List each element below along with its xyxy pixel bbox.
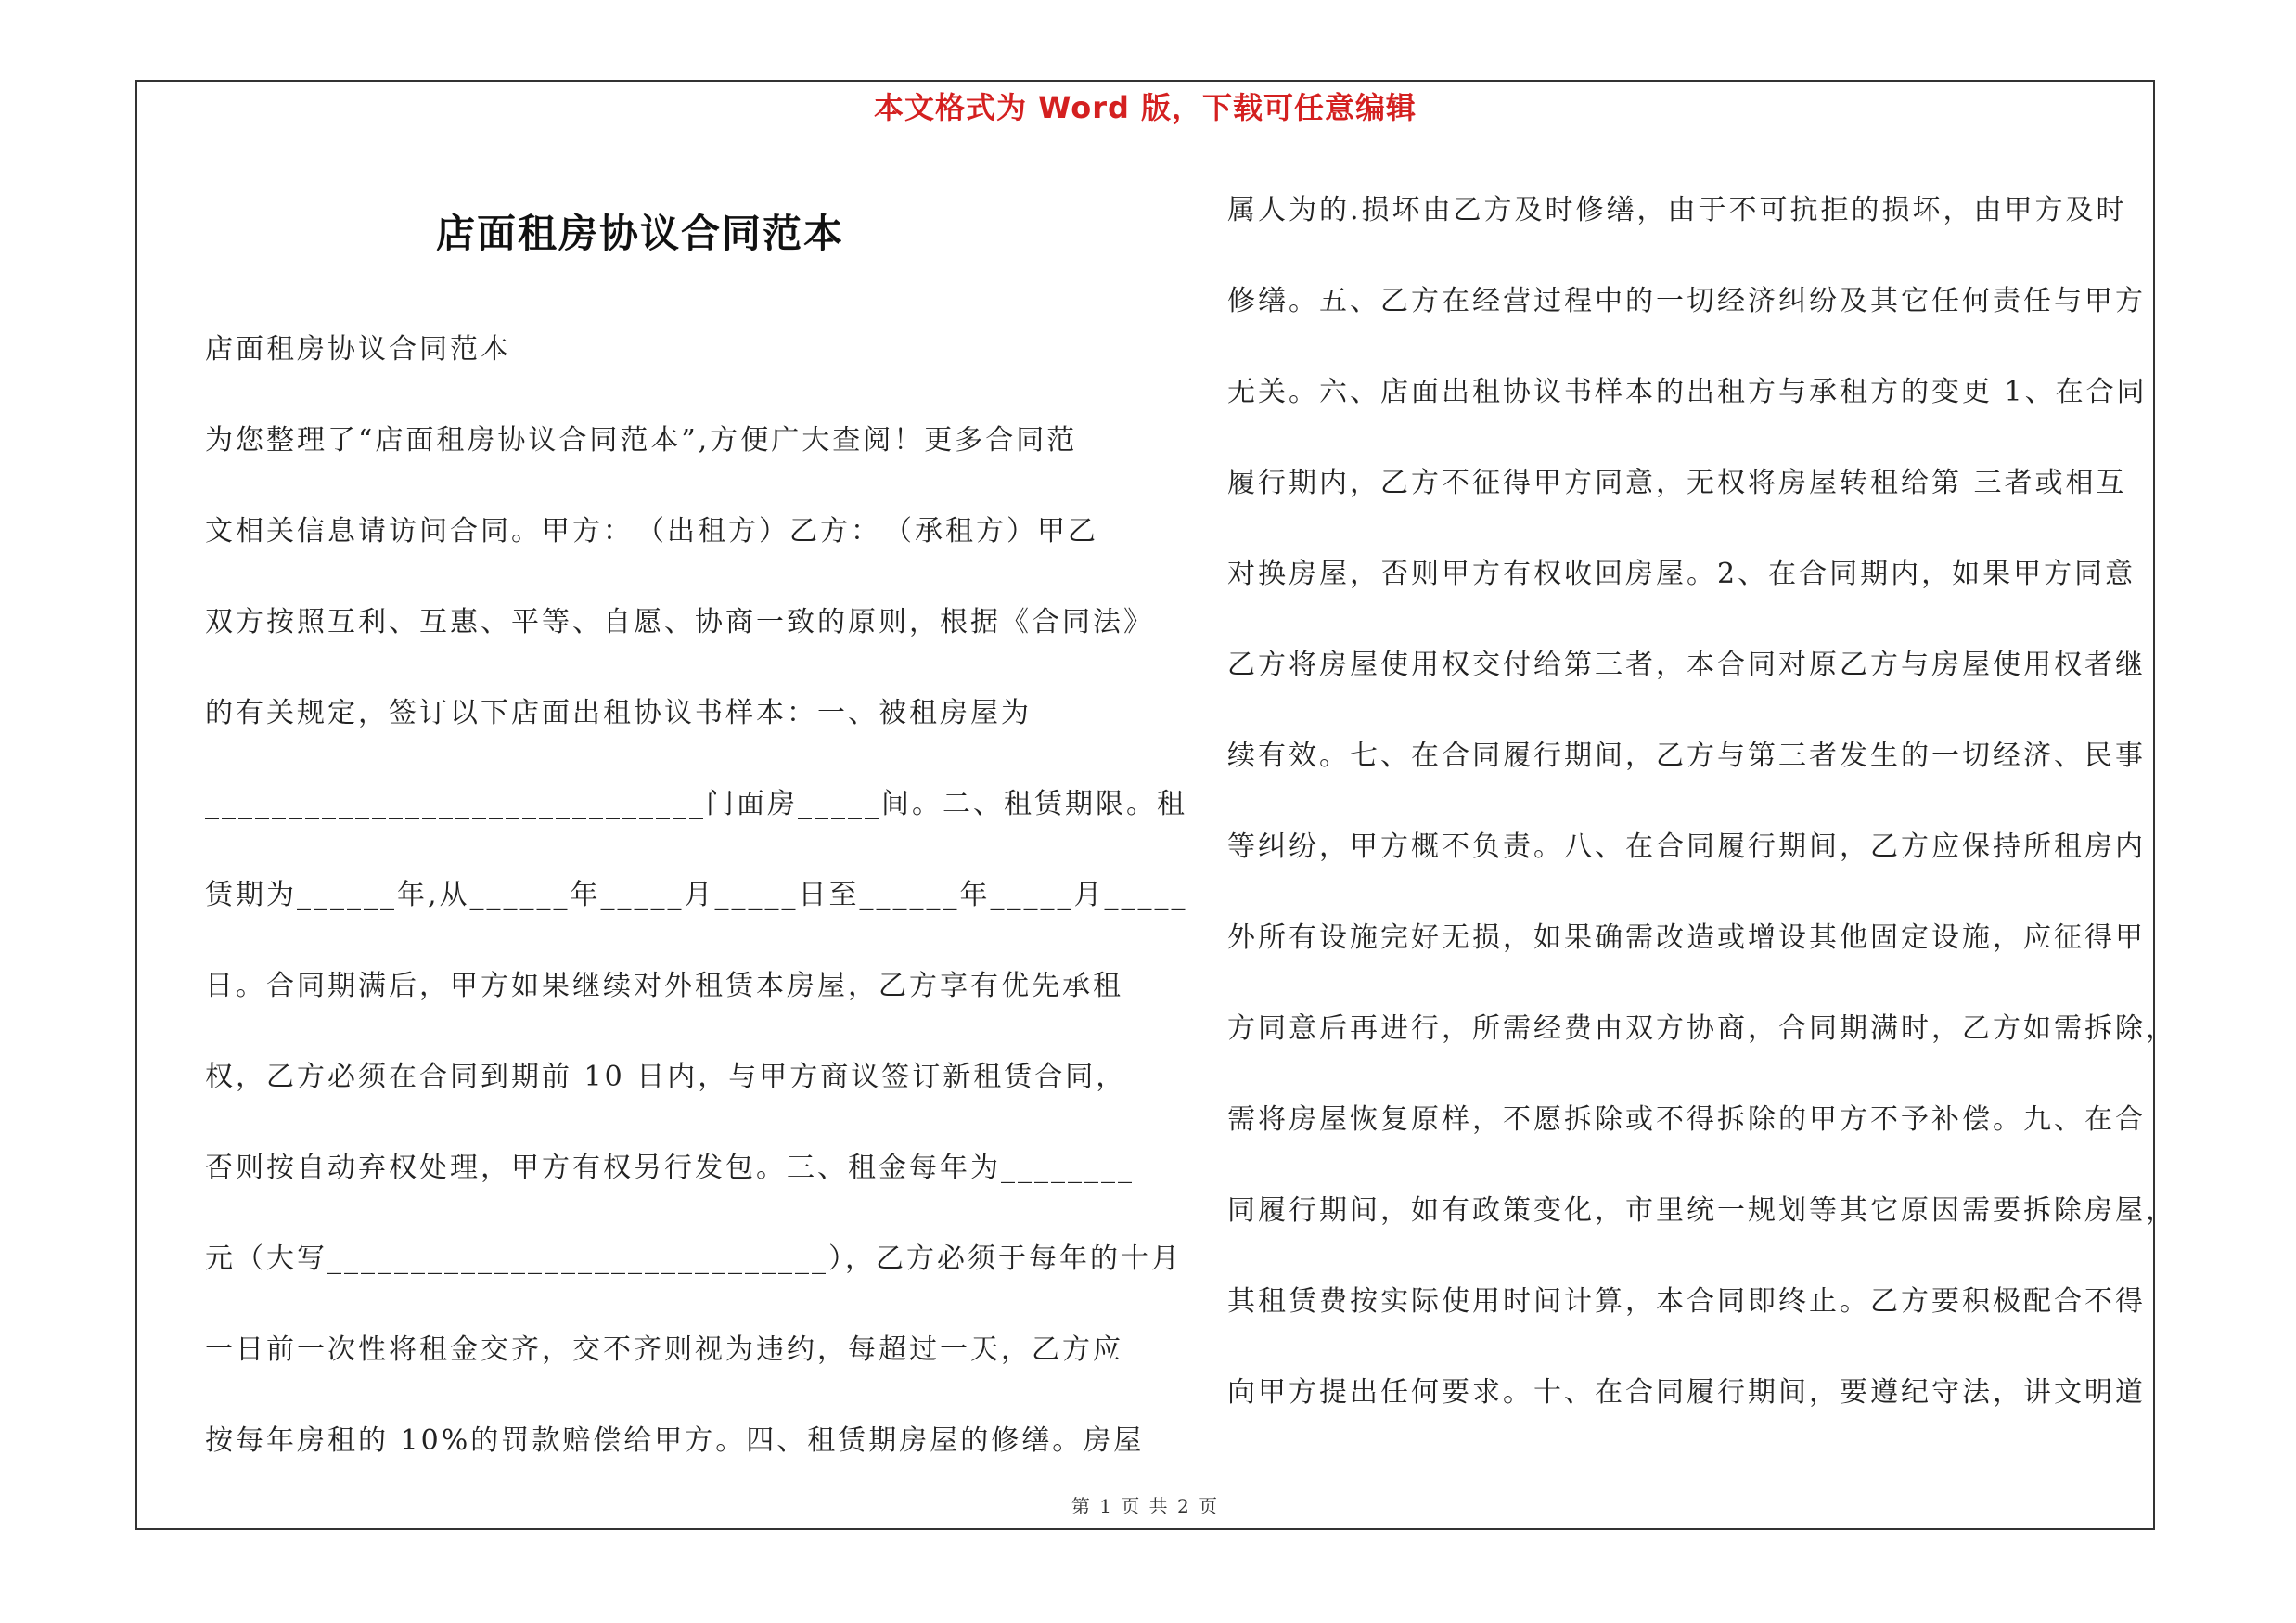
text-line: 赁期为______年,从______年_____月_____日至______年_____月_____ — [205, 879, 1188, 911]
text-line: 否则按自动弃权处理，甲方有权另行发包。三、租金每年为________ — [205, 1152, 1135, 1184]
text-line: ______________________________门面房_____间。二、租赁期限。租 — [205, 788, 1187, 820]
text-line: 权，乙方必须在合同到期前 10 日内，与甲方商议签订新租赁合同， — [205, 1061, 1127, 1093]
text-line: 其租赁费按实际使用时间计算，本合同即终止。乙方要积极配合不得 — [1227, 1285, 2146, 1318]
right-text-column — [1227, 165, 2176, 1438]
text-line: 方同意后再进行，所需经费由双方协商，合同期满时，乙方如需拆除， — [1227, 1012, 2176, 1045]
text-line: 店面租房协议合同范本 — [205, 333, 511, 366]
text-line: 履行期内，乙方不征得甲方同意，无权将房屋转租给第 三者或相互 — [1227, 467, 2127, 499]
text-line: 日。合同期满后，甲方如果继续对外租赁本房屋，乙方享有优先承租 — [205, 970, 1123, 1002]
text-line: 同履行期间，如有政策变化，市里统一规划等其它原因需要拆除房屋， — [1227, 1194, 2176, 1227]
text-line: 无关。六、店面出租协议书样本的出租方与承租方的变更 1、在合同 — [1227, 376, 2148, 408]
text-line: 乙方将房屋使用权交付给第三者，本合同对原乙方与房屋使用权者继 — [1227, 649, 2146, 681]
text-line: 元（大写______________________________），乙方必须于每年的十月 — [205, 1243, 1182, 1275]
document-title: 店面租房协议合同范本 — [435, 211, 844, 256]
text-line: 的有关规定，签订以下店面出租协议书样本：一、被租房屋为 — [205, 697, 1032, 729]
text-line: 修缮。五、乙方在经营过程中的一切经济纠纷及其它任何责任与甲方 — [1227, 285, 2146, 317]
text-line: 双方按照互利、互惠、平等、自愿、协商一致的原则，根据《合同法》 — [205, 606, 1154, 638]
text-line: 等纠纷，甲方概不负责。八、在合同履行期间，乙方应保持所租房内 — [1227, 831, 2146, 863]
text-line: 向甲方提出任何要求。十、在合同履行期间，要遵纪守法，讲文明道 — [1227, 1376, 2146, 1409]
text-line: 属人为的.损坏由乙方及时修缮，由于不可抗拒的损坏，由甲方及时 — [1227, 194, 2127, 226]
text-line: 外所有设施完好无损，如果确需改造或增设其他固定设施，应征得甲 — [1227, 921, 2146, 954]
text-line: 对换房屋，否则甲方有权收回房屋。2、在合同期内，如果甲方同意 — [1227, 558, 2136, 590]
text-line: 为您整理了“店面租房协议合同范本”,方便广大查阅！更多合同范 — [205, 424, 1078, 457]
left-text-column — [205, 304, 1188, 1487]
text-line: 续有效。七、在合同履行期间，乙方与第三者发生的一切经济、民事 — [1227, 740, 2146, 772]
text-line: 文相关信息请访问合同。甲方： （出租方）乙方： （承租方）甲乙 — [205, 515, 1098, 547]
page-number-footer: 第 1 页 共 2 页 — [1071, 1495, 1220, 1517]
text-line: 一日前一次性将租金交齐，交不齐则视为违约，每超过一天，乙方应 — [205, 1333, 1123, 1366]
text-line: 按每年房租的 10%的罚款赔偿给甲方。四、租赁期房屋的修缮。房屋 — [205, 1424, 1145, 1457]
word-format-banner: 本文格式为 Word 版，下载可任意编辑 — [873, 90, 1417, 125]
text-line: 需将房屋恢复原样，不愿拆除或不得拆除的甲方不予补偿。九、在合 — [1227, 1103, 2146, 1136]
